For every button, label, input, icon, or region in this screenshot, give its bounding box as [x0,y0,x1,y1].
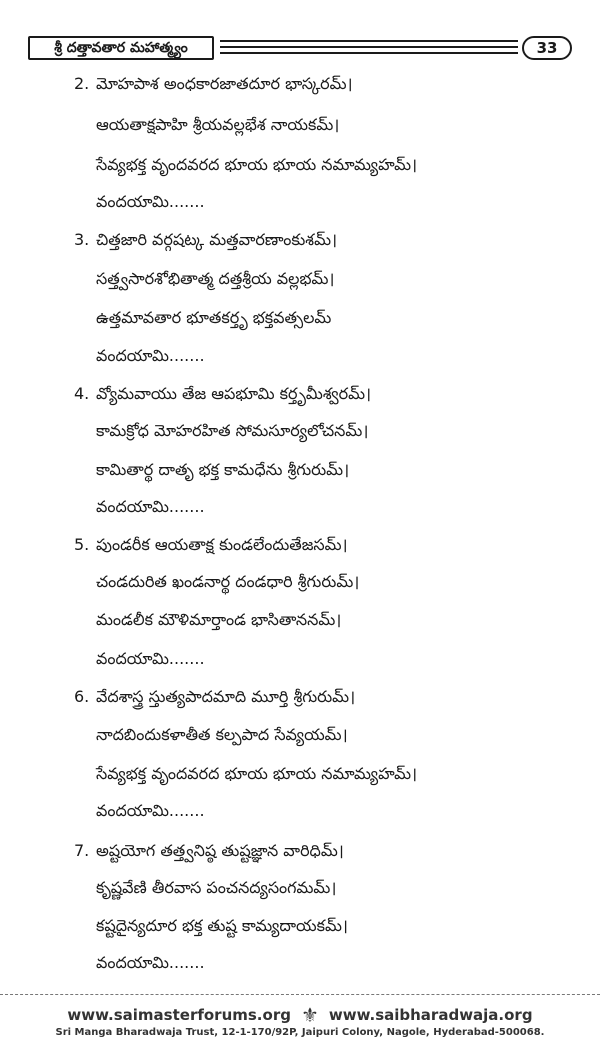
verse-refrain: వందయామి....... [96,953,205,972]
verse-line: నాదబిందుకళాతీత కల్పపాద సేవ్యయమ్। [96,725,348,744]
fleur-de-lis-icon: ⚜ [300,1003,319,1027]
verse-line: కామితార్థ దాతృ భక్త కామధేను శ్రీగురుమ్। [96,460,350,479]
verse-line: కష్టదైన్యదూర భక్త తుష్ట కామ్యదాయకమ్। [96,916,348,935]
verse-line: అష్టయోగ తత్త్వనిష్ఠ తుష్టజ్ఞాన వారిధిమ్। [96,841,344,860]
verse-number: 3. [74,230,90,249]
header-line [220,40,518,42]
footer-site-right: www.saibharadwaja.org [328,1006,533,1024]
verse-number: 2. [74,74,90,93]
footer-address: Sri Manga Bharadwaja Trust, 12-1-170/92P, Jaipuri Colony, Nagole, Hyderabad-500068. [55,1027,545,1038]
verse-number: 5. [74,535,90,554]
verse-line: కామక్రోధ మోహరహిత సోమసూర్యలోచనమ్। [96,421,369,440]
page-number: 33 [522,36,572,60]
verse-line: ఆయతాక్షపాహి శ్రీయవల్లభేశ నాయకమ్। [96,115,340,134]
verse-number: 6. [74,687,90,706]
verse-line: చండదురిత ఖండనార్థ దండధారి శ్రీగురుమ్। [96,572,360,591]
verse-line: వేదశాస్త్ర స్తుత్యపాదమాది మూర్తి శ్రీగురుమ్। [96,687,356,706]
page-header [28,36,572,62]
verse-refrain: వందయామి....... [96,192,205,211]
verse-refrain: వందయామి....... [96,497,205,516]
verse-refrain: వందయామి....... [96,346,205,365]
verse-line: మోహపాశ అంధకారజాతదూర భాస్కరమ్। [96,74,353,93]
verse-line: చిత్తజారి వర్గషట్క మత్తవారణాంకుశమ్। [96,230,338,249]
verse-refrain: వందయామి....... [96,649,205,668]
header-line [220,52,518,54]
page-footer [0,1004,600,1054]
verse-line: ఉత్తమావతార భూతకర్తృ భక్తవత్సలమ్ [96,308,332,327]
footer-divider [0,994,600,995]
verse-refrain: వందయామి....... [96,801,205,820]
header-decorative-lines [220,39,518,57]
verse-line: సత్త్వసారశోభితాత్మ దత్తశ్రీయ వల్లభమ్। [96,269,335,288]
footer-websites [0,1004,600,1026]
footer-site-left: www.saimasterforums.org [67,1006,291,1024]
book-title: శ్రీ దత్తావతార మహాత్మ్యం [28,36,214,60]
verse-line: సేవ్యభక్త వృందవరద భూయ భూయ నమామ్యహమ్। [96,155,418,174]
verse-line: కృష్ణవేణి తీరవాస పంచనద్యసంగమమ్। [96,878,337,897]
verse-number: 4. [74,384,90,403]
verse-line: వ్యోమవాయు తేజ ఆపభూమి కర్తృమీశ్వరమ్। [96,384,372,403]
verse-number: 7. [74,841,90,860]
header-line [220,46,518,48]
verse-line: పుండరీక ఆయతాక్ష కుండలేందుతేజసమ్। [96,535,348,554]
verse-line: సేవ్యభక్త వృందవరద భూయ భూయ నమామ్యహమ్। [96,764,418,783]
verse-line: మండలీక మౌళిమార్తాండ భాసితాననమ్। [96,610,342,629]
